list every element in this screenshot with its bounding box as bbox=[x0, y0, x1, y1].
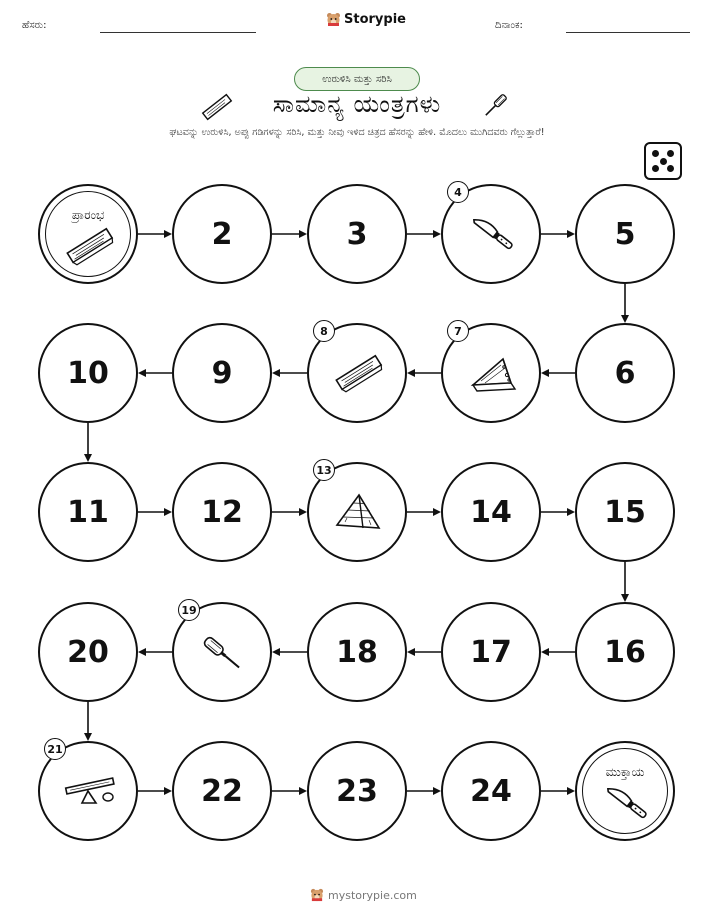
activity-pill-text: ಉರುಳಿಸಿ ಮತ್ತು ಸರಿಸಿ bbox=[322, 73, 392, 85]
space-number: 9 bbox=[211, 355, 233, 391]
seesaw-icon bbox=[64, 771, 116, 811]
arrow-head bbox=[138, 648, 146, 656]
arrow-head bbox=[138, 369, 146, 377]
board-space[interactable] bbox=[575, 462, 675, 562]
space-number: 12 bbox=[201, 494, 243, 530]
board-space[interactable] bbox=[172, 741, 272, 841]
board-space[interactable] bbox=[441, 602, 541, 702]
arrow-head bbox=[433, 508, 441, 516]
space-number-badge: 19 bbox=[178, 599, 200, 621]
space-number: 23 bbox=[336, 773, 378, 809]
arrow-head bbox=[541, 369, 549, 377]
space-number: 3 bbox=[346, 216, 368, 252]
arrow-head bbox=[541, 648, 549, 656]
space-number: 22 bbox=[201, 773, 243, 809]
footer bbox=[310, 888, 417, 902]
board-space[interactable] bbox=[38, 462, 138, 562]
board-space[interactable] bbox=[38, 602, 138, 702]
footer-site: mystorypie.com bbox=[328, 888, 417, 902]
board-space[interactable] bbox=[307, 184, 407, 284]
arrow-head bbox=[567, 230, 575, 238]
arrow-head bbox=[84, 733, 92, 741]
bear-icon bbox=[310, 888, 324, 902]
arrow-head bbox=[407, 648, 415, 656]
arrow-head bbox=[407, 369, 415, 377]
knife-icon bbox=[467, 214, 517, 258]
space-number: 17 bbox=[470, 634, 512, 670]
arrow-head bbox=[299, 787, 307, 795]
finish-label: ಮುಕ್ತಾಯ bbox=[605, 765, 645, 779]
arrow-head bbox=[272, 648, 280, 656]
start-space[interactable] bbox=[38, 184, 138, 284]
instructions: ಘಟವನ್ನು ಉರುಳಿಸಿ, ಅಪ್ಪು ಗಡಿಗಳನ್ನು ಸರಿಸಿ, ಮತ್ತು ನೀವು ಇಳಿದ ಚಿತ್ರದ ಹೆಸರನ್ನು ಹೇಳಿ. ಮೊದಲು ಮುಗಿದವರು ಗೆಲ್ಲುತ್ತಾರೆ! bbox=[169, 127, 545, 138]
space-number-badge: 4 bbox=[447, 181, 469, 203]
name-label: ಹೆಸರು: bbox=[22, 20, 47, 31]
board-space[interactable] bbox=[172, 184, 272, 284]
page-title: ಸಾಮಾನ್ಯ ಯಂತ್ರಗಳು bbox=[272, 90, 442, 118]
board-space[interactable] bbox=[575, 323, 675, 423]
space-number-badge: 13 bbox=[313, 459, 335, 481]
space-number: 20 bbox=[67, 634, 109, 670]
arrow-head bbox=[164, 508, 172, 516]
arrow-head bbox=[433, 230, 441, 238]
space-number-badge: 21 bbox=[44, 738, 66, 760]
space-number: 18 bbox=[336, 634, 378, 670]
space-number: 6 bbox=[614, 355, 636, 391]
space-number-badge: 7 bbox=[447, 320, 469, 342]
arrow-head bbox=[621, 315, 629, 323]
space-number: 5 bbox=[614, 216, 636, 252]
space-number: 14 bbox=[470, 494, 512, 530]
board-space[interactable] bbox=[575, 602, 675, 702]
wedge-icon bbox=[467, 353, 519, 399]
board-space[interactable] bbox=[38, 323, 138, 423]
arrow-head bbox=[84, 454, 92, 462]
space-number: 15 bbox=[604, 494, 646, 530]
space-number: 2 bbox=[211, 216, 233, 252]
board-space[interactable] bbox=[172, 323, 272, 423]
arrow-head bbox=[567, 508, 575, 516]
board-space[interactable] bbox=[441, 462, 541, 562]
space-number: 16 bbox=[604, 634, 646, 670]
space-number: 10 bbox=[67, 355, 109, 391]
space-number: 24 bbox=[470, 773, 512, 809]
finish-space[interactable] bbox=[575, 741, 675, 841]
arrow-head bbox=[164, 230, 172, 238]
board-space[interactable] bbox=[575, 184, 675, 284]
arrow-head bbox=[433, 787, 441, 795]
plank-icon bbox=[64, 226, 116, 270]
date-label: ದಿನಾಂಕ: bbox=[495, 20, 523, 31]
pyramid-icon bbox=[333, 492, 385, 536]
board-space[interactable] bbox=[307, 741, 407, 841]
brand-name: Storypie bbox=[344, 12, 406, 27]
board-space[interactable] bbox=[172, 462, 272, 562]
arrow-head bbox=[164, 787, 172, 795]
board-space[interactable] bbox=[307, 602, 407, 702]
knife-icon bbox=[601, 783, 651, 827]
arrow-head bbox=[621, 594, 629, 602]
plank-icon bbox=[333, 353, 385, 397]
space-number-badge: 8 bbox=[313, 320, 335, 342]
screwdriver-icon bbox=[198, 632, 248, 680]
space-number: 11 bbox=[67, 494, 109, 530]
board-space[interactable] bbox=[441, 741, 541, 841]
arrow-head bbox=[272, 369, 280, 377]
arrow-head bbox=[299, 230, 307, 238]
arrow-head bbox=[567, 787, 575, 795]
arrow-head bbox=[299, 508, 307, 516]
start-label: ಪ್ರಾರಂಭ bbox=[71, 208, 105, 222]
